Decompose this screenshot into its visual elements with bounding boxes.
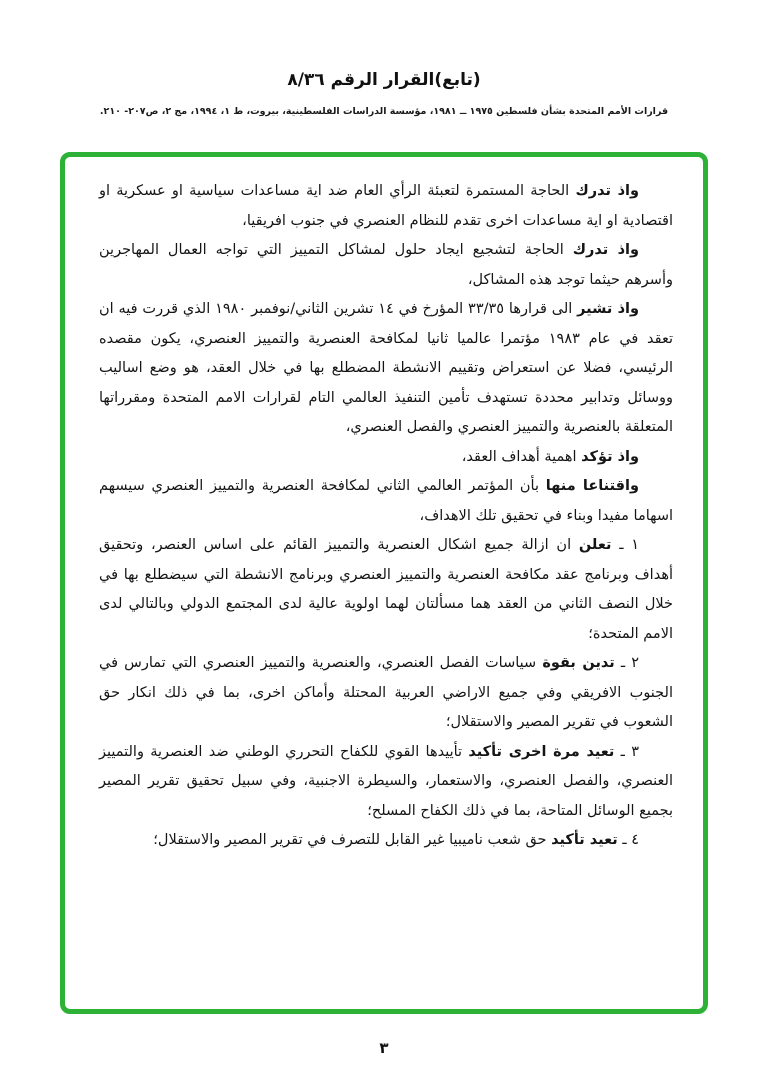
source-citation-line: قرارات الأمم المتحدة بشأن فلسطين ١٩٧٥ ــ ١٩٨١، مؤسسة الدراسات الفلسطينية، بيروت، ط ١، ١٩٩٤، مج ٢، ص٢٠٧- ٢١٠.	[99, 106, 669, 117]
paragraph	[99, 531, 673, 649]
paragraph-lead: واذ تؤكد	[581, 448, 639, 465]
paragraph-lead: واذ تدرك	[572, 242, 639, 258]
paragraph-number: ١ ـ	[611, 537, 640, 553]
paragraph-lead: تعيد تأكيد	[551, 832, 618, 848]
paragraph-number: ٢ ـ	[614, 655, 639, 671]
paragraph	[99, 443, 673, 473]
paragraph	[99, 738, 673, 827]
paragraph-lead: تدين بقوة	[542, 655, 615, 671]
page-title: (تابع)القرار الرقم ٨/٣٦	[287, 70, 481, 90]
paragraph-number: ٤ ـ	[617, 832, 639, 848]
paragraph-text: سياسات الفصل العنصري، والعنصرية والتمييز العنصري التي تمارس في الجنوب الافريقي وفي جميع الاراضي العربية المحتلة وأماكن اخرى، بما في ذلك انكار حق الشعوب في تقرير المصير والاستقلال؛	[99, 655, 673, 730]
paragraph-lead: واقتناعا منها	[545, 478, 640, 494]
page-number: ٣	[379, 1039, 389, 1057]
paragraph-text: ان ازالة جميع اشكال العنصرية والتمييز القائم على اساس العنصر، وتحقيق أهداف وبرنامج عقد مكافحة العنصرية والتمييز العنصري وبرنامج الانشطة التي سيضطلع بها في خلال النصف الثاني من العقد هما مسألتان لهما اولوية عالية لدى المجتمع الدولي وبالتالي لدى الامم المتحدة؛	[99, 537, 673, 642]
paragraph-lead: واذ تدرك	[575, 183, 639, 199]
paragraph-text: حق شعب ناميبيا غير القابل للتصرف في تقرير المصير والاستقلال؛	[153, 832, 552, 848]
paragraph-lead: واذ تشير	[577, 301, 639, 317]
paragraph-text: الحاجة المستمرة لتعبئة الرأي العام ضد اية مساعدات سياسية او عسكرية او اقتصادية او اية مساعدات اخرى تقدم للنظام العنصري في جنوب افريقيا،	[99, 183, 673, 229]
paragraph	[99, 295, 673, 443]
paragraph-lead: تعيد مرة اخرى تأكيد	[468, 743, 615, 760]
paragraph-text: بأن المؤتمر العالمي الثاني لمكافحة العنصرية والتمييز العنصري سيسهم اسهاما مفيدا وبناء في تحقيق تلك الاهداف،	[99, 478, 673, 524]
document-header	[0, 70, 768, 117]
paragraph-text: الى قرارها ٣٣/٣٥ المؤرخ في ١٤ تشرين الثاني/نوفمبر ١٩٨٠ الذي قررت فيه ان تعقد في عام ١٩٨٣ مؤتمرا عالميا ثانيا لمكافحة العنصرية والتمييز العنصري، يكون مقصده الرئيسي، فضلا عن استعراض وتقييم الانشطة المضطلع بها في خلال العقد، هو وضع اساليب ووسائل وتدابير محددة تستهدف تأمين التنفيذ العالمي التام لقرارات الامم المتحدة ومقرراتها المتعلقة بالعنصرية والتمييز العنصري والفصل العنصري،	[99, 301, 673, 435]
document-frame	[60, 152, 708, 1014]
document-body	[99, 177, 673, 856]
paragraph-number: ٣ ـ	[614, 743, 639, 760]
paragraph	[99, 826, 673, 856]
paragraph	[99, 177, 673, 236]
paragraph-text: اهمية أهداف العقد،	[461, 448, 582, 465]
paragraph-text: تأييدها القوي للكفاح التحرري الوطني ضد العنصرية والتمييز العنصري، والفصل العنصري، والاستعمار، والسيطرة الاجنبية، وفي سبيل تحقيق تقرير المصير بجميع الوسائل المتاحة، بما في ذلك الكفاح المسلح؛	[99, 743, 673, 819]
paragraph-text: الحاجة لتشجيع ايجاد حلول لمشاكل التمييز التي تواجه العمال المهاجرين وأسرهم حيثما توجد هذه المشاكل،	[99, 242, 673, 288]
paragraph	[99, 649, 673, 738]
paragraph	[99, 236, 673, 295]
paragraph-lead: تعلن	[578, 537, 612, 553]
paragraph	[99, 472, 673, 531]
